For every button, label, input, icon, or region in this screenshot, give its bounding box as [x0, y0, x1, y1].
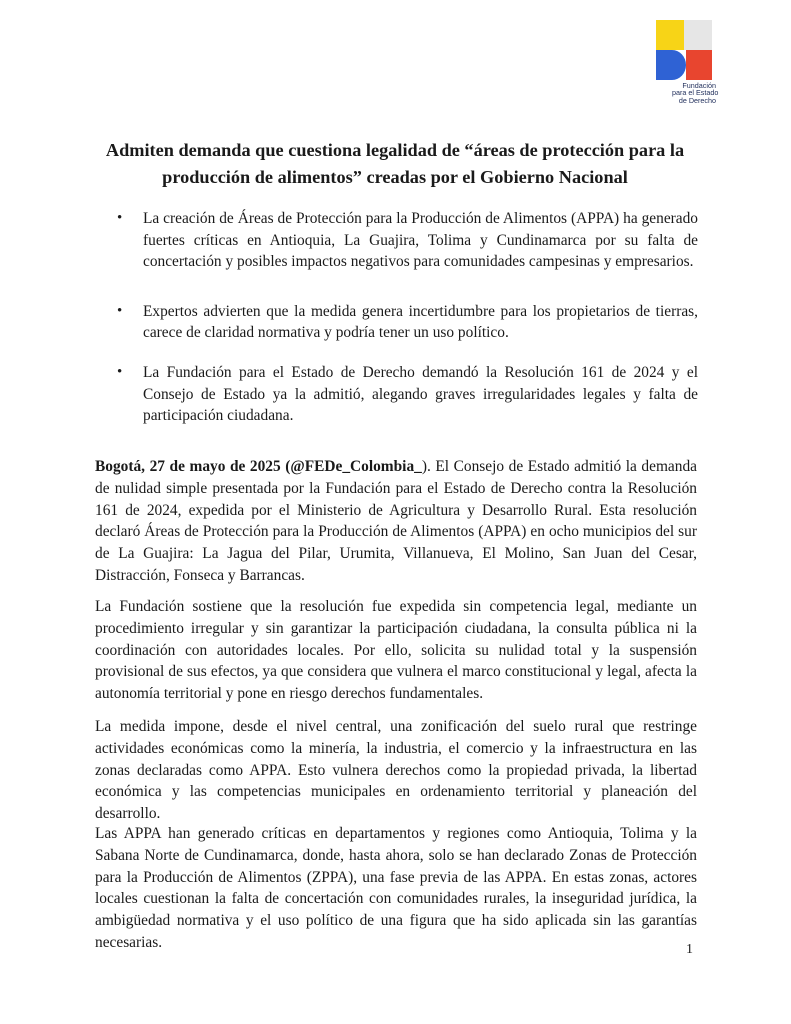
body-paragraph-4: Las APPA han generado críticas en departamentos y regiones como Antioquia, Tolima y la Sabana Norte de Cundinamarca, donde, hasta ahora, solo se han declarado Zonas de Protección para la Producción de Alimentos (ZPPA), una fase previa de las APPA. En estas zonas, actores locales cuestionan la falta de concertación con comunidades rurales, la inseguridad jurídica, la ambigüedad normativa y el uso político de una figura que ha sido aplicada sin las garantías necesarias.	[95, 825, 697, 951]
logo-line-1: Fundación	[682, 81, 716, 90]
logo-grey-square	[684, 20, 712, 50]
logo-mark-icon	[656, 20, 712, 80]
body-paragraph-3: La medida impone, desde el nivel central, una zonificación del suelo rural que restringe actividades económicas como la minería, la industria, el comercio y la infraestructura en las zonas declaradas como APPA. Esto vulnera derechos como la propiedad privada, la libertad económica y las competencias municipales en ordenamiento territorial y planeación del desarrollo.	[95, 718, 697, 823]
press-release-title	[95, 137, 695, 191]
dateline: Bogotá, 27 de mayo de 2025 (@FEDe_Colombia_	[95, 458, 422, 475]
paragraph-1-text: ). El Consejo de Estado admitió la demanda de nulidad simple presentada por la Fundación para el Estado de Derecho contra la Resolución 161 de 2024, expedida por el Ministerio de Agricultura y Desarrollo Rural. Esta resolución declaró Áreas de Protección para la Producción de Alimentos (APPA) en ocho municipios del sur de La Guajira: La Jagua del Pilar, Urumita, Villanueva, El Molino, San Juan del Cesar, Distracción, Fonseca y Barrancas.	[95, 458, 697, 584]
logo-text	[672, 81, 719, 105]
body-paragraph-1	[95, 456, 697, 587]
summary-bullet: • La Fundación para el Estado de Derecho demandó la Resolución 161 de 2024 y el Consejo de Estado ya la admitió, alegando graves irregularidades legales y falta de participación ciudadana.	[113, 362, 698, 427]
title-line-2: producción de alimentos” creadas por el Gobierno Nacional	[162, 167, 628, 187]
foundation-logo	[656, 20, 719, 105]
logo-line-3: de Derecho	[678, 95, 716, 105]
logo-yellow-square	[656, 20, 684, 50]
summary-bullet: • Expertos advierten que la medida genera incertidumbre para los propietarios de tierras, carece de claridad normativa y podría tener un uso político.	[113, 301, 698, 344]
logo-mark-svg	[656, 20, 712, 80]
logo-blue-shape	[656, 50, 686, 80]
logo-line-2: para el Estado	[672, 88, 719, 98]
logo-red-square	[686, 50, 712, 80]
page-number: 1	[686, 942, 693, 957]
title-line-1: Admiten demanda que cuestiona legalidad de “áreas de protección para la	[105, 140, 685, 160]
summary-bullet-list	[113, 208, 698, 427]
summary-bullet: • La creación de Áreas de Protección para la Producción de Alimentos (APPA) ha generado fuertes críticas en Antioquia, La Guajira, Tolima y Cundinamarca por su falta de concertación y posibles impactos negativos para comunidades campesinas y empresarios.	[113, 208, 698, 273]
body-paragraph-2: La Fundación sostiene que la resolución fue expedida sin competencia legal, mediante un procedimiento irregular y sin garantizar la participación ciudadana, la consulta pública ni la coordinación con autoridades locales. Por ello, solicita su nulidad total y la suspensión provisional de sus efectos, ya que considera que vulnera el marco constitucional y legal, afecta la autonomía territorial y pone en riesgo derechos fundamentales.	[95, 598, 697, 703]
